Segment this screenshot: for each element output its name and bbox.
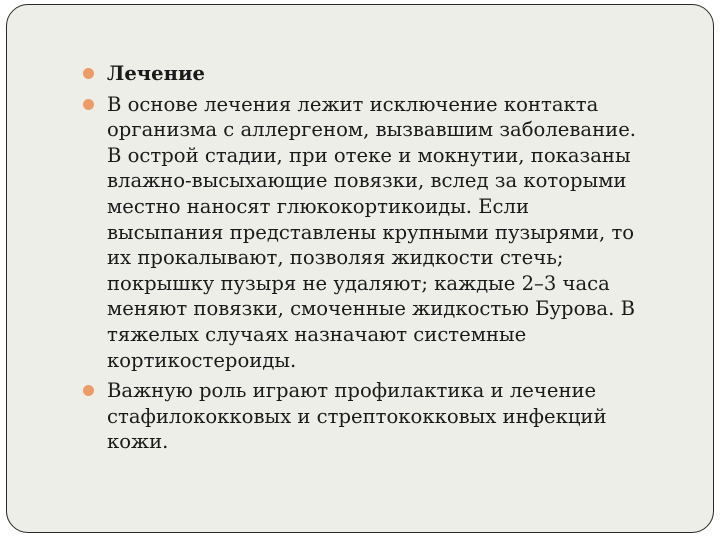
bullet-item-title	[80, 61, 640, 87]
bullet-list	[80, 61, 640, 455]
bullet-item-prevention	[80, 378, 640, 455]
bullet-dot-icon	[83, 68, 94, 79]
bullet-item-treatment	[80, 92, 640, 374]
bullet-dot-icon	[83, 99, 94, 110]
bullet-text: Лечение	[107, 62, 205, 85]
bullet-text: В основе лечения лежит исключение контакта организма с аллергеном, вызвавшим заболевание. В острой стадии, при отеке и мокнутии, показаны влажно-высыхающие повязки, вслед за которыми местно наносят глюкокортикоиды. Если высыпания представлены крупными пузырями, то их прокалывают, позволяя жидкости стечь; покрышку пузыря не удаляют; каждые 2–3 часа меняют повязки, смоченные жидкостью Бурова. В тяжелых случаях назначают системные кортикостероиды.	[107, 92, 637, 372]
bullet-dot-icon	[83, 385, 94, 396]
bullet-text: Важную роль играют профилактика и лечение стафилококковых и стрептококковых инфекций кожи.	[107, 379, 607, 454]
slide	[6, 4, 714, 533]
